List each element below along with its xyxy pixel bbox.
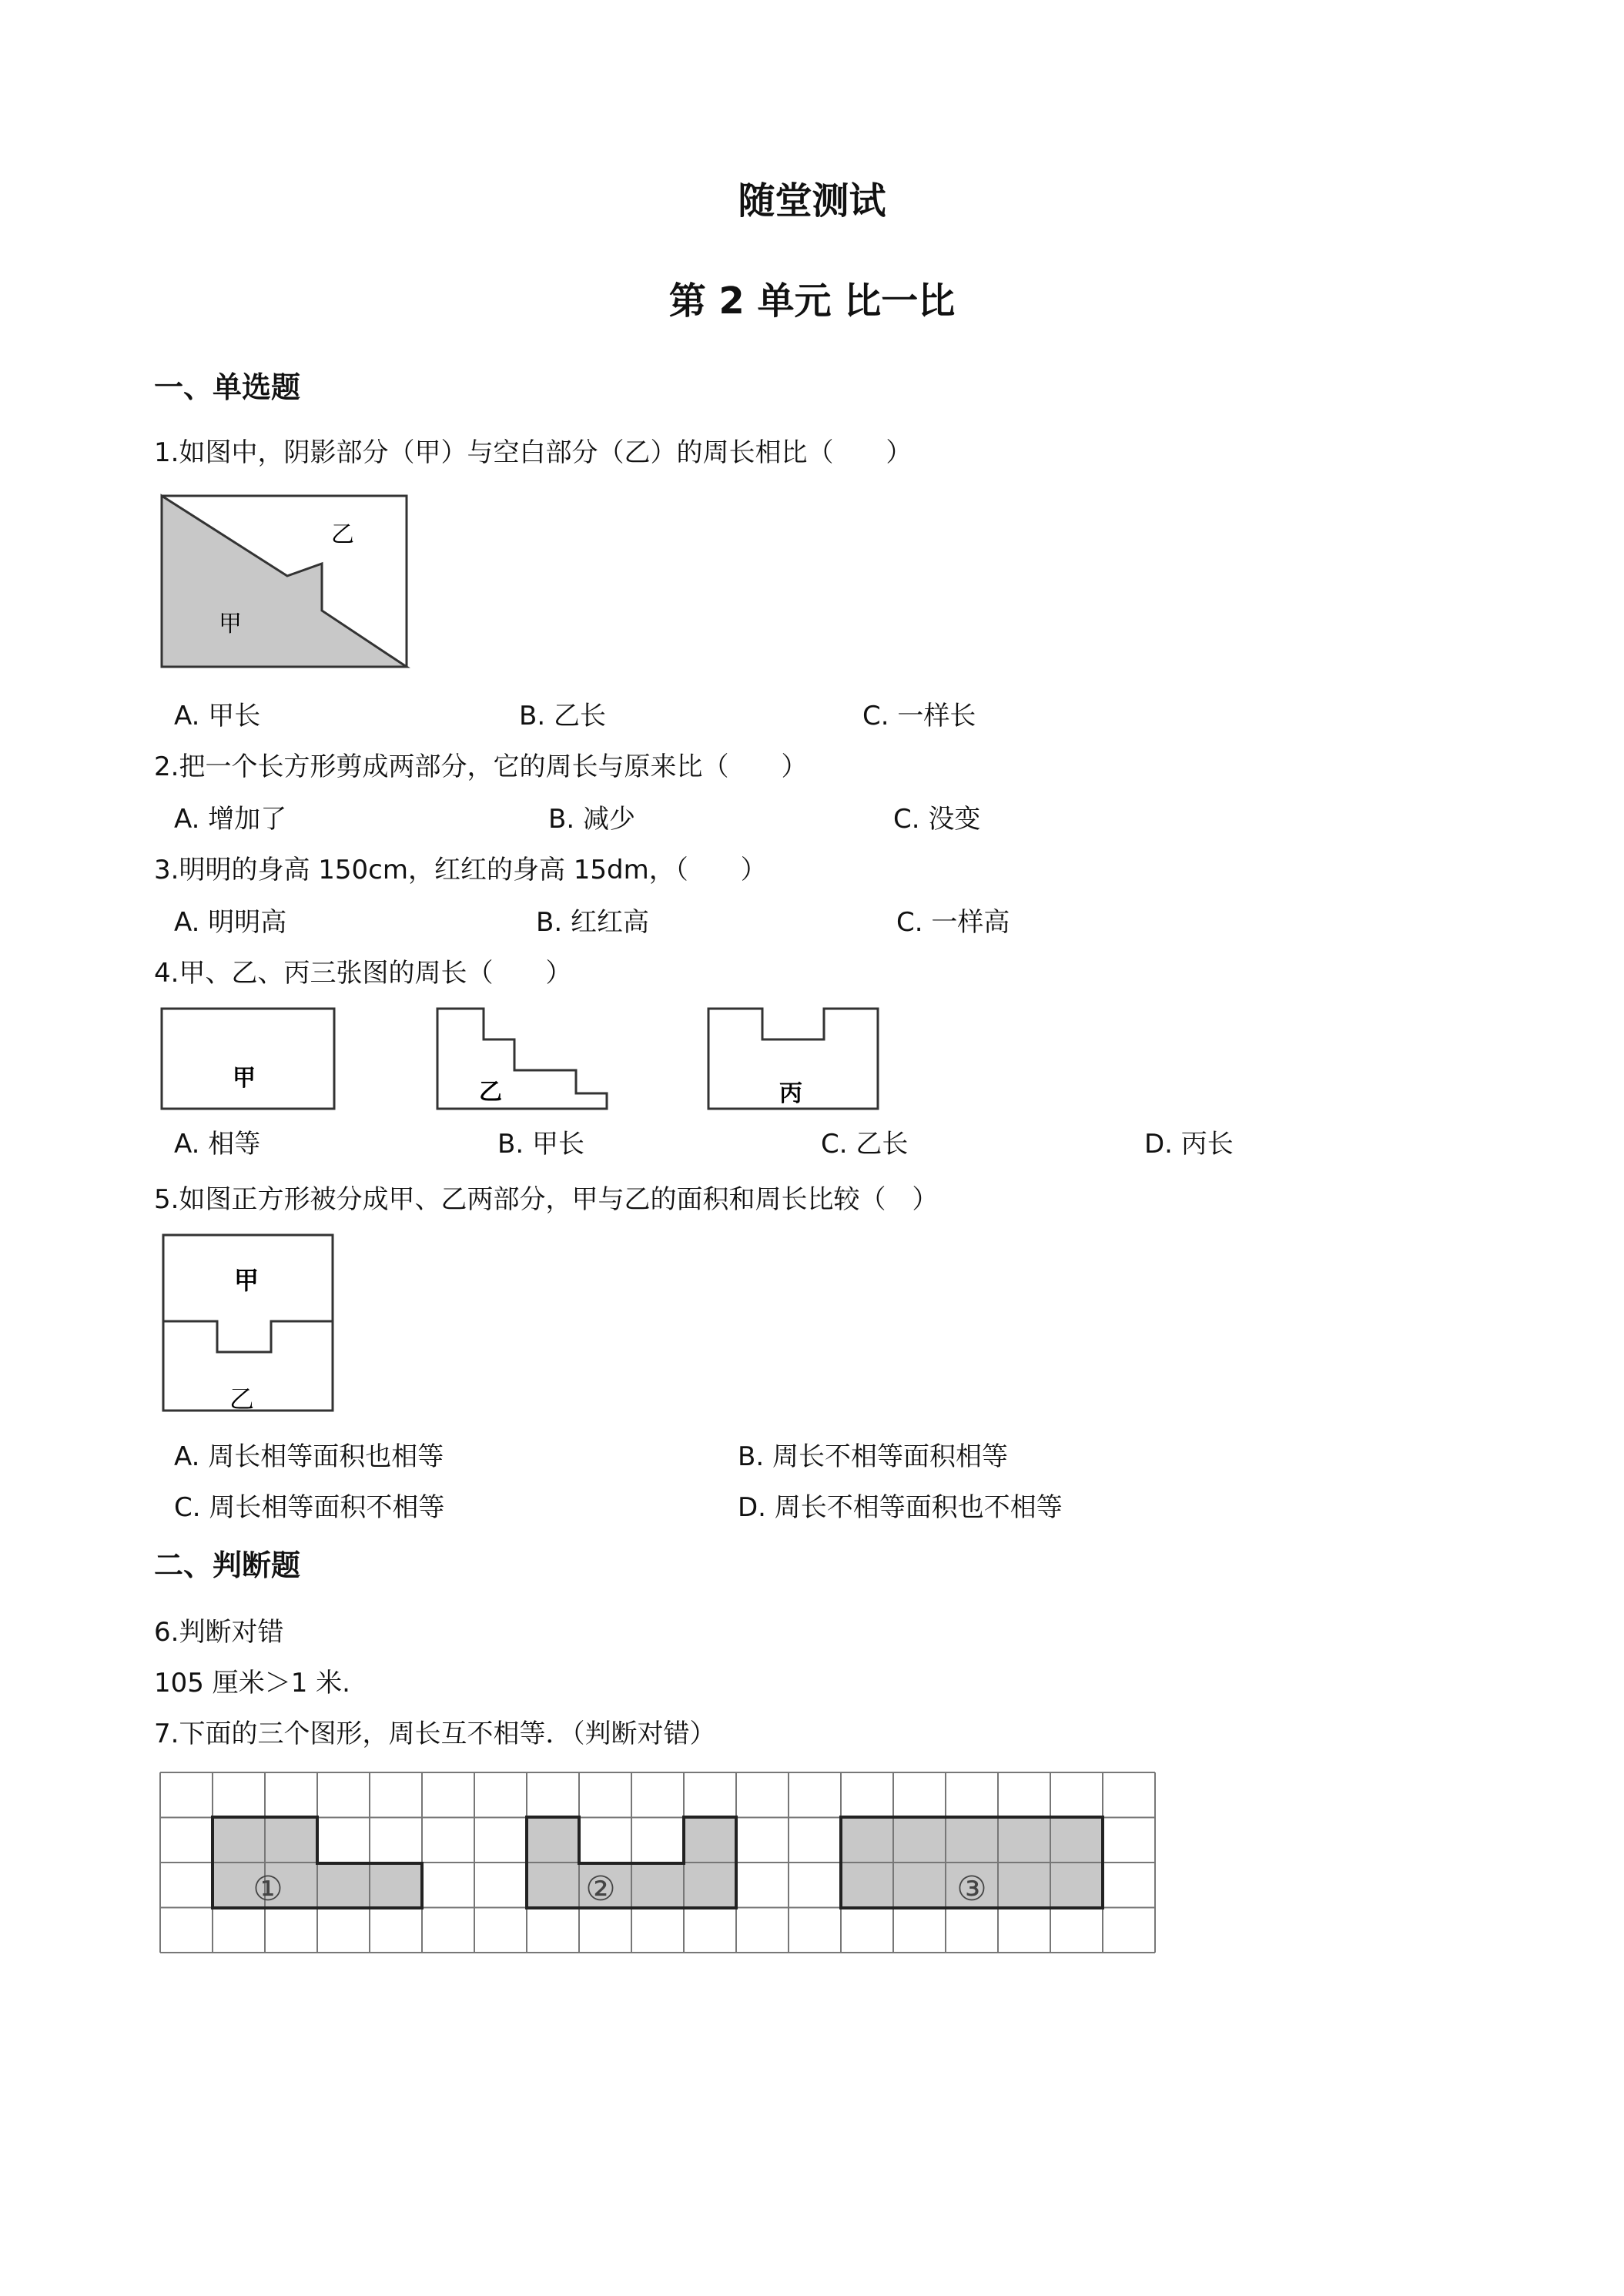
q1-option-c[interactable]: C. 一样长 xyxy=(862,701,976,731)
q4-option-d[interactable]: D. 丙长 xyxy=(1144,1129,1234,1160)
q7-grid-figure xyxy=(160,1772,1161,1957)
q2-option-a[interactable]: A. 增加了 xyxy=(174,804,287,835)
q3-option-c[interactable]: C. 一样高 xyxy=(896,907,1010,938)
q1-option-b[interactable]: B. 乙长 xyxy=(519,701,606,731)
q4-label-yi: 乙 xyxy=(479,1079,502,1106)
q4-figure-yi xyxy=(437,1009,607,1109)
page-title: 随堂测试 xyxy=(738,179,886,223)
q2-option-b[interactable]: B. 减少 xyxy=(548,804,635,835)
q7-label-1: ① xyxy=(253,1869,283,1909)
question-6-statement: 105 厘米＞1 米. xyxy=(154,1668,350,1699)
q7-label-3: ③ xyxy=(956,1869,987,1909)
question-5: 5.如图正方形被分成甲、乙两部分，甲与乙的面积和周长比较（ ） xyxy=(154,1184,939,1215)
q1-label-yi: 乙 xyxy=(331,521,354,548)
q5-option-b[interactable]: B. 周长不相等面积相等 xyxy=(738,1441,1008,1472)
q3-option-a[interactable]: A. 明明高 xyxy=(174,907,287,938)
question-1: 1.如图中，阴影部分（甲）与空白部分（乙）的周长相比（ ） xyxy=(154,437,912,468)
q5-label-jia: 甲 xyxy=(234,1266,260,1295)
q5-option-c[interactable]: C. 周长相等面积不相等 xyxy=(174,1492,445,1523)
question-7: 7.下面的三个图形，周长互不相等．（判断对错） xyxy=(154,1719,716,1749)
question-3: 3.明明的身高 150cm，红红的身高 15dm，（ ） xyxy=(154,855,767,885)
q2-option-c[interactable]: C. 没变 xyxy=(893,804,981,835)
q1-figure xyxy=(159,493,413,671)
q5-label-yi: 乙 xyxy=(229,1384,255,1414)
q4-option-b[interactable]: B. 甲长 xyxy=(497,1129,584,1160)
q1-option-a[interactable]: A. 甲长 xyxy=(174,701,261,731)
question-4: 4.甲、乙、丙三张图的周长（ ） xyxy=(154,958,572,989)
q7-label-2: ② xyxy=(585,1869,616,1909)
q4-option-c[interactable]: C. 乙长 xyxy=(821,1129,909,1160)
q4-option-a[interactable]: A. 相等 xyxy=(174,1129,261,1160)
section-true-false: 二、判断题 xyxy=(154,1548,301,1582)
q4-label-bing: 丙 xyxy=(779,1080,802,1107)
q5-figure xyxy=(159,1230,343,1415)
question-2: 2.把一个长方形剪成两部分，它的周长与原来比（ ） xyxy=(154,751,808,782)
q1-label-jia: 甲 xyxy=(219,611,242,638)
q5-option-a[interactable]: A. 周长相等面积也相等 xyxy=(174,1441,444,1472)
question-6: 6.判断对错 xyxy=(154,1617,284,1648)
q4-figures xyxy=(159,1006,898,1113)
q4-figure-jia xyxy=(162,1009,334,1109)
section-single-choice: 一、单选题 xyxy=(154,370,301,404)
q5-option-d[interactable]: D. 周长不相等面积也不相等 xyxy=(738,1492,1063,1523)
q3-option-b[interactable]: B. 红红高 xyxy=(536,907,649,938)
unit-title: 第 2 单元 比一比 xyxy=(668,279,956,323)
q4-label-jia: 甲 xyxy=(233,1065,256,1092)
